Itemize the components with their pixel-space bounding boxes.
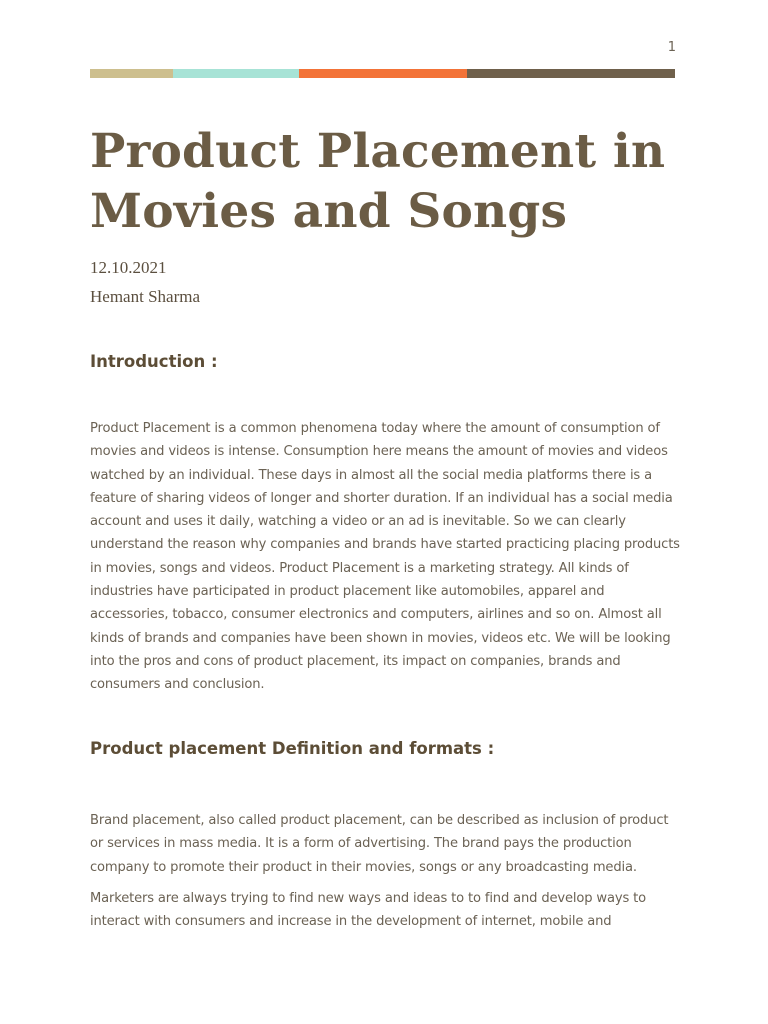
section-heading-introduction: Introduction : bbox=[90, 352, 218, 371]
definition-paragraph-2: Marketers are always trying to find new ways and ideas to to find and develop ways to interact with consumers and increase in the development of internet, mobile and bbox=[90, 891, 646, 930]
document-date: 12.10.2021 bbox=[90, 258, 167, 277]
section-heading-definition: Product placement Definition and formats : bbox=[90, 739, 495, 758]
color-bar-segment-brown bbox=[467, 69, 675, 78]
document-author: Hemant Sharma bbox=[90, 287, 200, 306]
color-bar-segment-tan bbox=[90, 69, 173, 78]
decorative-color-bar bbox=[90, 69, 675, 78]
definition-paragraph-1: Brand placement, also called product placement, can be described as inclusion of product or services in mass media. It is a form of advertising. The brand pays the production company to promote their product in their movies, songs or any broadcasting media. bbox=[90, 813, 669, 875]
document-title: Product Placement in Movies and Songs bbox=[90, 124, 666, 239]
introduction-paragraph: Product Placement is a common phenomena today where the amount of consumption of movies and videos is intense. Consumption here means the amount of movies and videos watched by an individual. These days in almost all the social media platforms there is a feature of sharing videos of longer and shorter duration. If an individual has a social media account and uses it daily, watching a video or an ad is inevitable. So we can clearly understand the reason why companies and brands have started practicing placing products in movies, songs and videos. Product Placement is a marketing strategy. All kinds of industries have participated in product placement like automobiles, apparel and accessories, tobacco, consumer electronics and computers, airlines and so on. Almost all kinds of brands and companies have been shown in movies, videos etc. We will be looking into the pros and cons of product placement, its impact on companies, brands and consumers and conclusion. bbox=[90, 421, 680, 693]
color-bar-segment-mint bbox=[173, 69, 299, 78]
page-number: 1 bbox=[667, 40, 676, 55]
color-bar-segment-orange bbox=[299, 69, 467, 78]
